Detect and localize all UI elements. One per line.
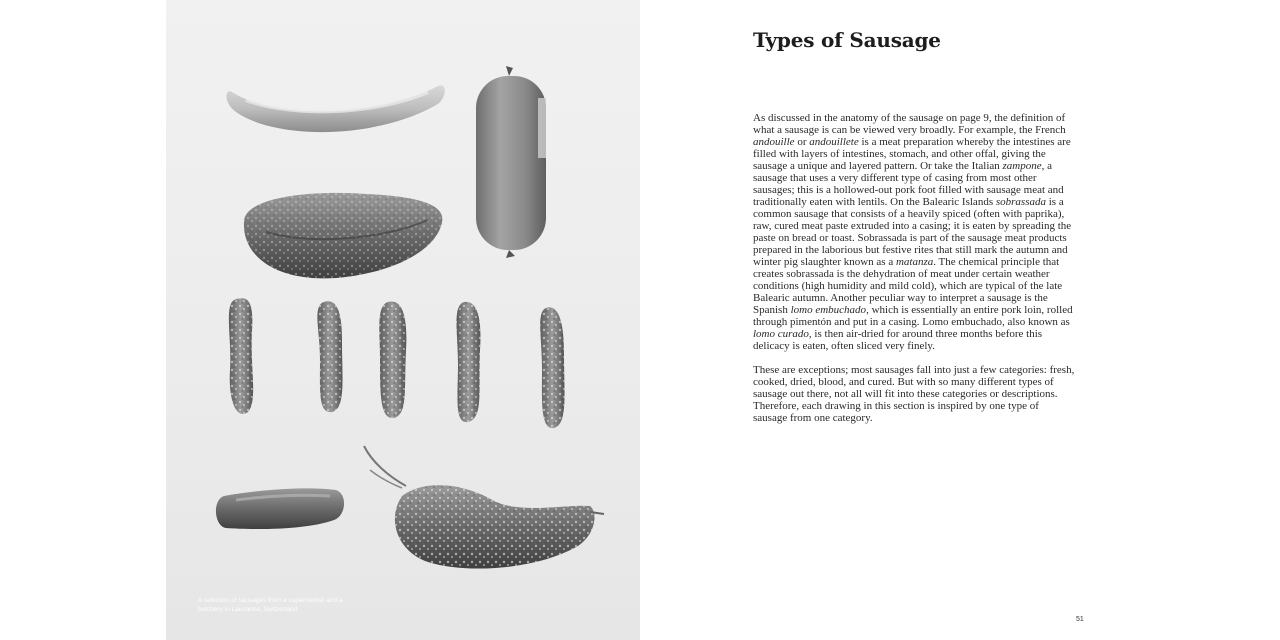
sausage-photograph [166,0,640,640]
fresh-coil-sausage [244,193,442,279]
photo-caption: A selection of sausages from a supermarket and a butchery in Lausanne, Switzerland. [198,597,343,613]
tied-cured-sausage [364,446,604,569]
italic-term: zampone [1002,160,1042,172]
text-page [640,0,1280,640]
italic-term: matanza [895,256,934,268]
paragraph-categories: These are exceptions; most sausages fall into just a few categories: fresh, cooked, dried, blood, and cured. But with so many different types of sausage out there, not all will fit into these categories or descriptions. Therefore, each drawing in this section is inspired by one type of sausage from one category. [753,364,1075,424]
italic-term: lomo embuchado [790,304,867,316]
curved-sausage [226,85,444,132]
paragraph-definition: As discussed in the anatomy of the sausage on page 9, the definition of what a sausage is can be viewed very broadly. For example, the French andouille or andouillete is a meat preparation whereby the intestines are filled with layers of intestines, stomach, and other offal, giving the sausage a unique and layered pattern. Or take the Italian zampone, a sausage that uses a very different type of casing from most other sausages; this is a hollowed-out pork foot filled with sausage meat and traditionally eaten with lentils. On the Balearic Islands sobrassada is a common sausage that consists of a heavily spiced (often with paprika), raw, cured meat paste extruded into a casing; it is eaten by spreading the paste on bread or toast. Sobrassada is part of the sausage meat products prepared in the laborious but festive rites that still mark the autumn and winter pig slaughter known as a matanza. The chemical principle that creates sobrassada is the dehydration of meat under certain weather conditions (high humidity and mild cold), which are typical of the late Balearic autumn. Another peculiar way to interpret a sausage is the Spanish lomo embuchado, which is essentially an entire pork loin, rolled through pimentón and put in a casing. Lomo embuchado, also known as lomo curado, is then air-dried for around three months before this delicacy is eaten, often sliced very finely. [753,112,1073,352]
italic-term: andouille [753,136,795,148]
italic-term: lomo curado [753,328,809,340]
chub-sausage [476,66,546,258]
sausage-photograph-page [166,0,640,640]
italic-term: sobrassada [995,196,1046,208]
page-number: 51 [1076,616,1084,623]
italic-term: andouillete [809,136,859,148]
page-title: Types of Sausage [753,28,941,52]
dried-sausage-row [229,298,565,428]
small-smoked-sausage [216,488,344,529]
body-text [753,112,1075,436]
